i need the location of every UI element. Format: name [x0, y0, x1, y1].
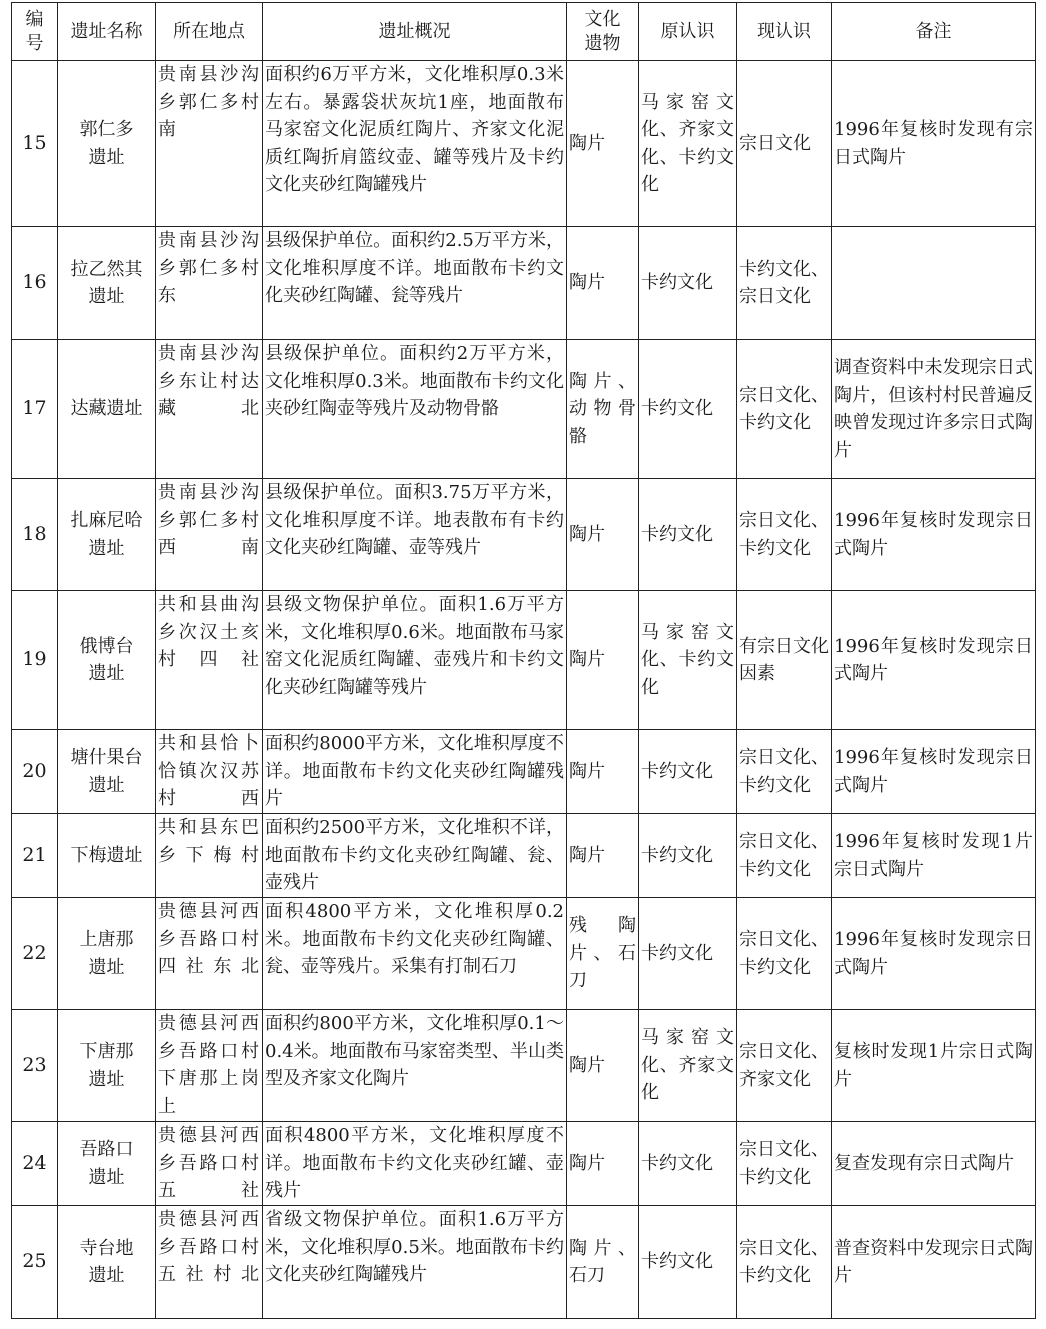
cell-no: 23 [12, 1010, 58, 1122]
cell-original: 卡约文化 [639, 1206, 737, 1319]
cell-overview: 面积约8000平方米，文化堆积厚度不详。地面散布卡约文化夹砂红陶罐残片 [263, 730, 567, 814]
cell-no: 18 [12, 479, 58, 591]
cell-current: 宗日文化、卡约文化 [737, 814, 832, 898]
cell-no: 15 [12, 61, 58, 227]
cell-name: 拉乙然其遗址 [58, 227, 156, 340]
cell-name: 下唐那遗址 [58, 1010, 156, 1122]
cell-name: 上唐那遗址 [58, 898, 156, 1010]
cell-no: 20 [12, 730, 58, 814]
cell-no: 24 [12, 1122, 58, 1206]
cell-current: 宗日文化、卡约文化 [737, 1206, 832, 1319]
cell-name: 郭仁多遗址 [58, 61, 156, 227]
cell-location: 贵南县沙沟乡郭仁多村南 [156, 61, 263, 227]
header-location: 所在地点 [156, 3, 263, 61]
cell-note: 1996年复核时发现宗日式陶片 [832, 591, 1036, 730]
sites-table [11, 2, 1036, 1319]
cell-note: 调查资料中未发现宗日式陶片，但该村村民普遍反映曾发现过许多宗日式陶片 [832, 340, 1036, 479]
header-name: 遗址名称 [58, 3, 156, 61]
cell-original: 卡约文化 [639, 340, 737, 479]
cell-location: 贵德县河西乡吾路口村五社村北 [156, 1206, 263, 1319]
table-row [12, 61, 1036, 227]
cell-no: 19 [12, 591, 58, 730]
cell-current: 宗日文化 [737, 61, 832, 227]
cell-location: 贵南县沙沟乡郭仁多村西南 [156, 479, 263, 591]
cell-current: 宗日文化、卡约文化 [737, 730, 832, 814]
cell-no: 16 [12, 227, 58, 340]
table-row [12, 1122, 1036, 1206]
cell-note: 复核时发现1片宗日式陶片 [832, 1010, 1036, 1122]
cell-overview: 面积4800平方米，文化堆积厚度不详。地面散布卡约文化夹砂红罐、壶残片 [263, 1122, 567, 1206]
cell-current: 宗日文化、卡约文化 [737, 1122, 832, 1206]
cell-original: 马家窑文化、齐家文化、卡约文化 [639, 61, 737, 227]
cell-name: 俄博台遗址 [58, 591, 156, 730]
cell-note [832, 227, 1036, 340]
cell-overview: 县级保护单位。面积约2.5万平方米，文化堆积厚度不详。地面散布卡约文化夹砂红陶罐、瓮等残片 [263, 227, 567, 340]
cell-name: 扎麻尼哈遗址 [58, 479, 156, 591]
cell-relics: 陶片 [567, 479, 639, 591]
table-row [12, 898, 1036, 1010]
cell-location: 共和县曲沟乡次汉土亥村四社 [156, 591, 263, 730]
header-overview: 遗址概况 [263, 3, 567, 61]
table-body [12, 61, 1036, 1319]
cell-name: 寺台地遗址 [58, 1206, 156, 1319]
cell-current: 宗日文化、齐家文化 [737, 1010, 832, 1122]
cell-location: 贵德县河西乡吾路口村五社 [156, 1122, 263, 1206]
cell-overview: 面积约6万平方米，文化堆积厚0.3米左右。暴露袋状灰坑1座，地面散布马家窑文化泥质红陶片、齐家文化泥质红陶折肩篮纹壶、罐等残片及卡约文化夹砂红陶罐残片 [263, 61, 567, 227]
cell-original: 卡约文化 [639, 227, 737, 340]
cell-relics: 陶片 [567, 1122, 639, 1206]
cell-note: 复查发现有宗日式陶片 [832, 1122, 1036, 1206]
cell-no: 21 [12, 814, 58, 898]
cell-location: 贵南县沙沟乡郭仁多村东 [156, 227, 263, 340]
cell-relics: 陶片 [567, 814, 639, 898]
cell-relics: 陶片 [567, 227, 639, 340]
cell-location: 共和县东巴乡下梅村 [156, 814, 263, 898]
cell-original: 马家窑文化、卡约文化 [639, 591, 737, 730]
cell-name: 达藏遗址 [58, 340, 156, 479]
cell-relics: 陶片、石刀 [567, 1206, 639, 1319]
header-original: 原认识 [639, 3, 737, 61]
cell-overview: 面积4800平方米，文化堆积厚0.2米。地面散布卡约文化夹砂红陶罐、瓮、壶等残片。采集有打制石刀 [263, 898, 567, 1010]
cell-note: 1996年复核时发现有宗日式陶片 [832, 61, 1036, 227]
cell-relics: 陶片 [567, 61, 639, 227]
cell-name: 下梅遗址 [58, 814, 156, 898]
cell-note: 1996年复核时发现宗日式陶片 [832, 730, 1036, 814]
cell-overview: 县级保护单位。面积约2万平方米，文化堆积厚0.3米。地面散布卡约文化夹砂红陶壶等残片及动物骨骼 [263, 340, 567, 479]
table-row [12, 227, 1036, 340]
header-relics: 文化遗物 [567, 3, 639, 61]
cell-overview: 省级文物保护单位。面积1.6万平方米，文化堆积厚0.5米。地面散布卡约文化夹砂红陶罐残片 [263, 1206, 567, 1319]
cell-relics: 陶片、动物骨骼 [567, 340, 639, 479]
cell-no: 25 [12, 1206, 58, 1319]
cell-relics: 陶片 [567, 591, 639, 730]
cell-location: 贵南县沙沟乡东让村达藏北 [156, 340, 263, 479]
cell-location: 共和县恰卜恰镇次汉苏村西 [156, 730, 263, 814]
table-row [12, 479, 1036, 591]
cell-overview: 面积约800平方米，文化堆积厚0.1～0.4米。地面散布马家窑类型、半山类型及齐家文化陶片 [263, 1010, 567, 1122]
cell-original: 卡约文化 [639, 814, 737, 898]
cell-current: 有宗日文化因素 [737, 591, 832, 730]
cell-original: 马家窑文化、齐家文化 [639, 1010, 737, 1122]
cell-relics: 陶片 [567, 730, 639, 814]
cell-current: 宗日文化、卡约文化 [737, 340, 832, 479]
cell-original: 卡约文化 [639, 898, 737, 1010]
cell-relics: 陶片 [567, 1010, 639, 1122]
header-no: 编号 [12, 3, 58, 61]
header-row [12, 3, 1036, 61]
header-note: 备注 [832, 3, 1036, 61]
cell-note: 1996年复核时发现1片宗日式陶片 [832, 814, 1036, 898]
cell-original: 卡约文化 [639, 479, 737, 591]
cell-name: 塘什果台遗址 [58, 730, 156, 814]
cell-original: 卡约文化 [639, 730, 737, 814]
cell-note: 1996年复核时发现宗日式陶片 [832, 479, 1036, 591]
cell-overview: 县级保护单位。面积3.75万平方米，文化堆积厚度不详。地表散布有卡约文化夹砂红陶罐、壶等残片 [263, 479, 567, 591]
cell-current: 卡约文化、宗日文化 [737, 227, 832, 340]
table-row [12, 340, 1036, 479]
cell-no: 17 [12, 340, 58, 479]
table-row [12, 730, 1036, 814]
cell-name: 吾路口遗址 [58, 1122, 156, 1206]
cell-location: 贵德县河西乡吾路口村下唐那上岗上 [156, 1010, 263, 1122]
cell-original: 卡约文化 [639, 1122, 737, 1206]
table-header [12, 3, 1036, 61]
cell-note: 1996年复核时发现宗日式陶片 [832, 898, 1036, 1010]
cell-no: 22 [12, 898, 58, 1010]
table-row [12, 591, 1036, 730]
header-current: 现认识 [737, 3, 832, 61]
cell-relics: 残陶片、石刀 [567, 898, 639, 1010]
table-row [12, 1206, 1036, 1319]
cell-current: 宗日文化、卡约文化 [737, 479, 832, 591]
cell-location: 贵德县河西乡吾路口村四社东北 [156, 898, 263, 1010]
cell-overview: 面积约2500平方米，文化堆积不详，地面散布卡约文化夹砂红陶罐、瓮、壶残片 [263, 814, 567, 898]
table-row [12, 1010, 1036, 1122]
cell-current: 宗日文化、卡约文化 [737, 898, 832, 1010]
cell-note: 普查资料中发现宗日式陶片 [832, 1206, 1036, 1319]
table-row [12, 814, 1036, 898]
cell-overview: 县级文物保护单位。面积1.6万平方米，文化堆积厚0.6米。地面散布马家窑文化泥质红陶罐、壶残片和卡约文化夹砂红陶罐等残片 [263, 591, 567, 730]
